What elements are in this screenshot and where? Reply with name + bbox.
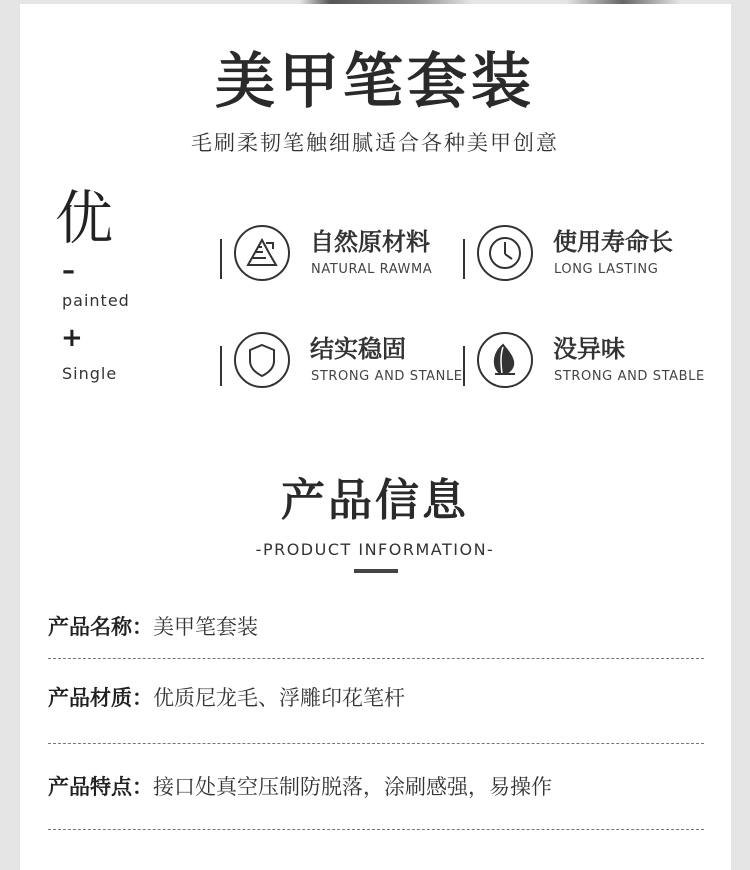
feature-title: 没异味 <box>553 335 625 363</box>
side-note-single: Single <box>62 364 118 383</box>
info-value: 美甲笔套装 <box>153 615 258 639</box>
feature-title: 自然原材料 <box>310 228 430 256</box>
page-subtitle: 毛刷柔韧笔触细腻适合各种美甲创意 <box>191 131 559 155</box>
product-info-title: 产品信息 <box>281 475 469 526</box>
dashed-divider <box>48 829 704 830</box>
feature-divider <box>463 239 465 279</box>
side-note-char: 优 <box>55 184 114 252</box>
side-note-plus: + <box>61 323 83 353</box>
side-note-painted: painted <box>62 291 130 310</box>
feature-subtitle: LONG LASTING <box>554 262 659 277</box>
leaf-icon <box>477 332 533 388</box>
feature-divider <box>220 239 222 279</box>
feature-subtitle: STRONG AND STABLE <box>554 369 705 384</box>
product-info-subtitle: -PRODUCT INFORMATION- <box>255 540 495 559</box>
dashed-divider <box>48 658 704 659</box>
info-label: 产品名称： <box>48 615 153 639</box>
feature-divider <box>463 346 465 386</box>
shield-icon <box>234 332 290 388</box>
feature-title: 结实稳固 <box>310 335 406 363</box>
info-value: 接口处真空压制防脱落，涂刷感强，易操作 <box>153 775 552 799</box>
info-label: 产品特点： <box>48 775 153 799</box>
triangle-ruler-icon <box>234 225 290 281</box>
feature-subtitle: STRONG AND STANLE <box>311 369 463 384</box>
feature-title: 使用寿命长 <box>553 228 673 256</box>
side-note-minus: – <box>62 256 75 286</box>
info-value: 优质尼龙毛、浮雕印花笔杆 <box>153 686 405 710</box>
dashed-divider <box>48 743 704 744</box>
feature-divider <box>220 346 222 386</box>
section-underline <box>354 569 398 573</box>
feature-subtitle: NATURAL RAWMA <box>311 262 433 277</box>
page-title: 美甲笔套装 <box>215 47 535 117</box>
info-label: 产品材质： <box>48 686 153 710</box>
clock-icon <box>477 225 533 281</box>
